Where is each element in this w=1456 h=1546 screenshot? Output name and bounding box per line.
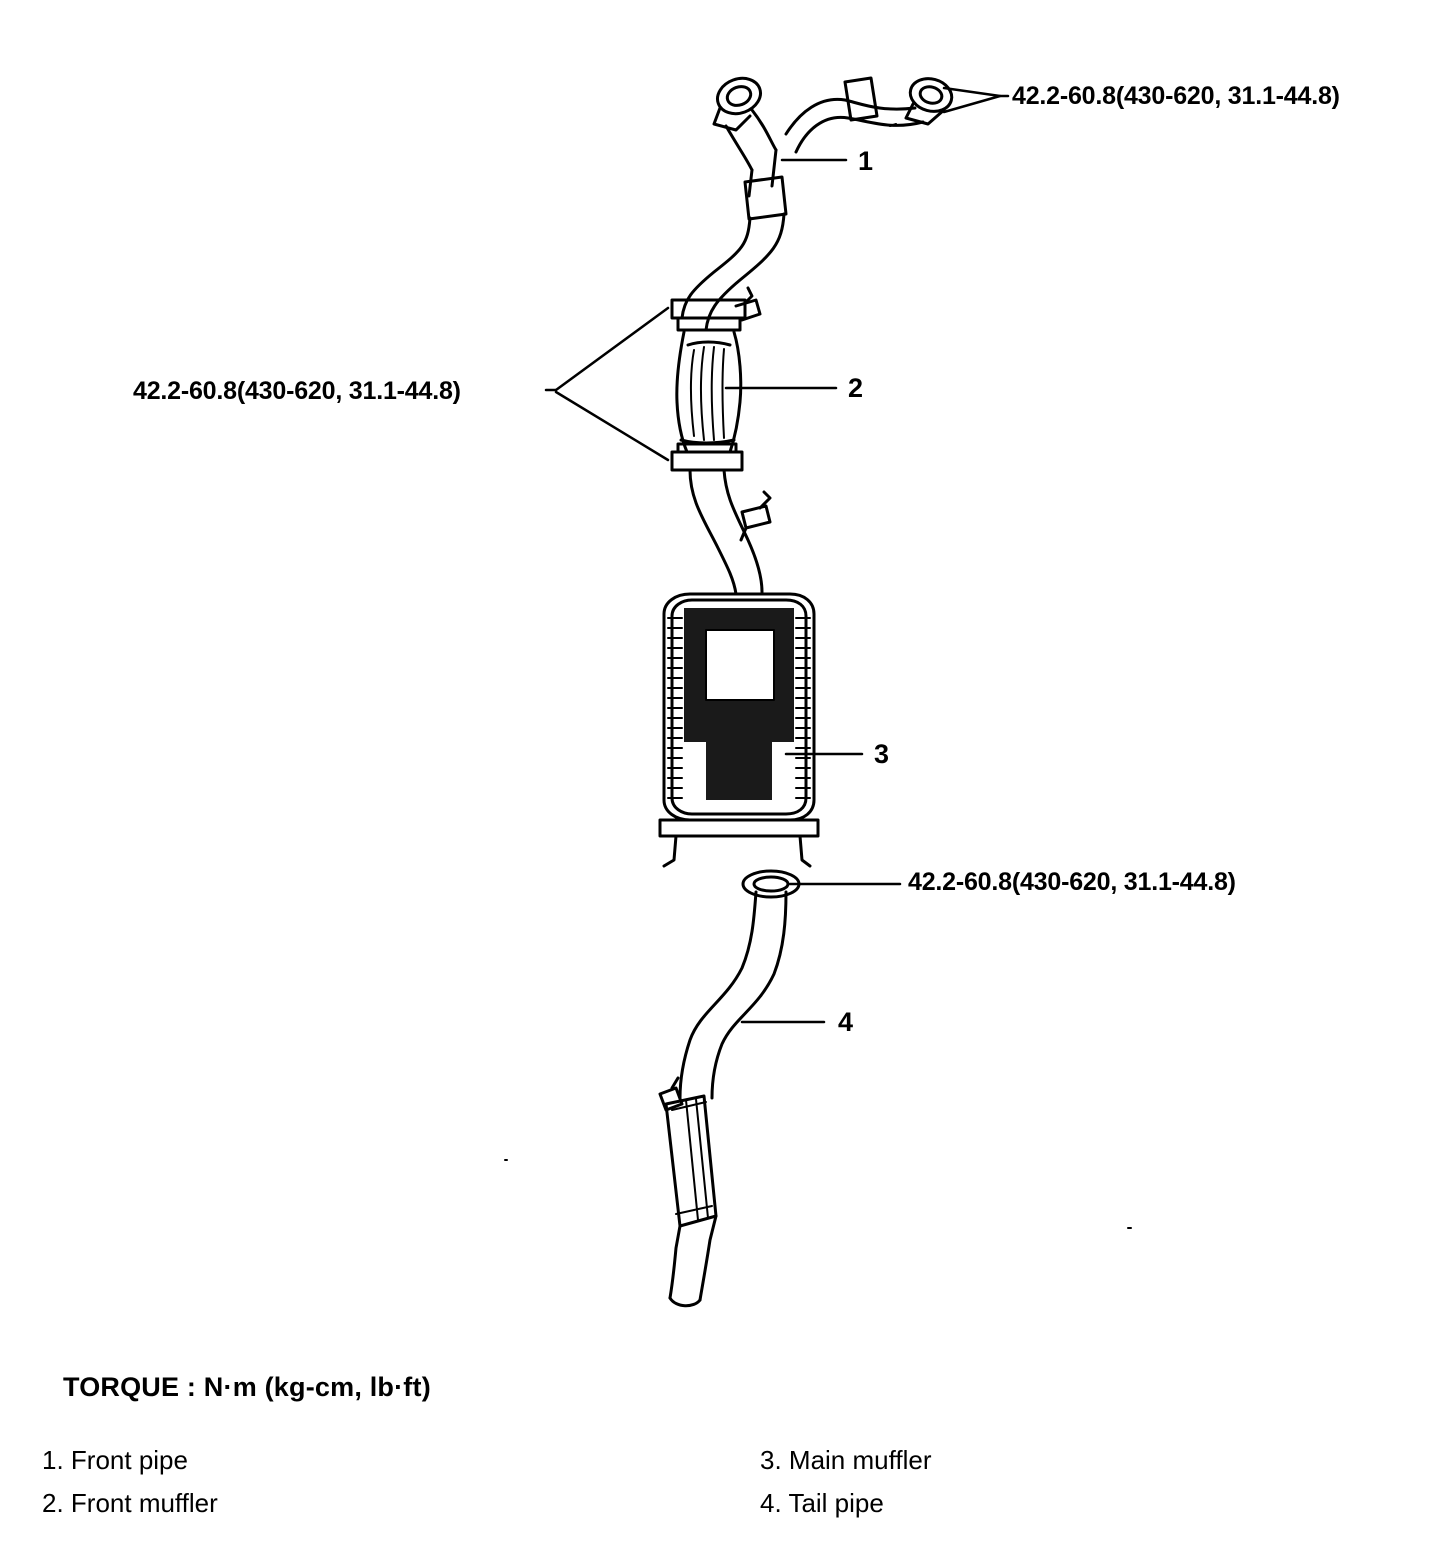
front-pipe-right-flange bbox=[906, 74, 955, 124]
torque-callout-top: 42.2-60.8(430-620, 31.1-44.8) bbox=[1012, 82, 1340, 110]
legend-item-tail-pipe: 4. Tail pipe bbox=[760, 1488, 884, 1518]
leader-number-1: 1 bbox=[858, 146, 874, 176]
legend-item-front-pipe: 1. Front pipe bbox=[42, 1445, 188, 1475]
legend-item-front-muffler: 2. Front muffler bbox=[42, 1488, 218, 1518]
main-muffler-body bbox=[664, 594, 814, 820]
pipe-hanger-bracket bbox=[741, 492, 770, 540]
scan-speckles bbox=[505, 124, 1131, 1228]
legend-item-main-muffler: 3. Main muffler bbox=[760, 1445, 932, 1475]
main-muffler-mount bbox=[660, 820, 818, 866]
front-muffler-body bbox=[677, 332, 741, 452]
leader-number-4: 4 bbox=[838, 1007, 854, 1037]
leader-number-3: 3 bbox=[874, 739, 890, 769]
torque-callout-left: 42.2-60.8(430-620, 31.1-44.8) bbox=[133, 377, 461, 405]
tail-pipe-bracket bbox=[660, 1078, 682, 1110]
leader-number-2: 2 bbox=[848, 373, 864, 403]
leader-torque-left bbox=[546, 308, 668, 460]
torque-callout-main-muffler: 42.2-60.8(430-620, 31.1-44.8) bbox=[908, 868, 1236, 896]
torque-units-note: TORQUE : N·m (kg-cm, lb·ft) bbox=[63, 1372, 431, 1402]
front-pipe-left-flange bbox=[713, 73, 766, 130]
leader-torque-top bbox=[944, 88, 1008, 112]
tail-pipe-resonator bbox=[666, 1096, 716, 1226]
